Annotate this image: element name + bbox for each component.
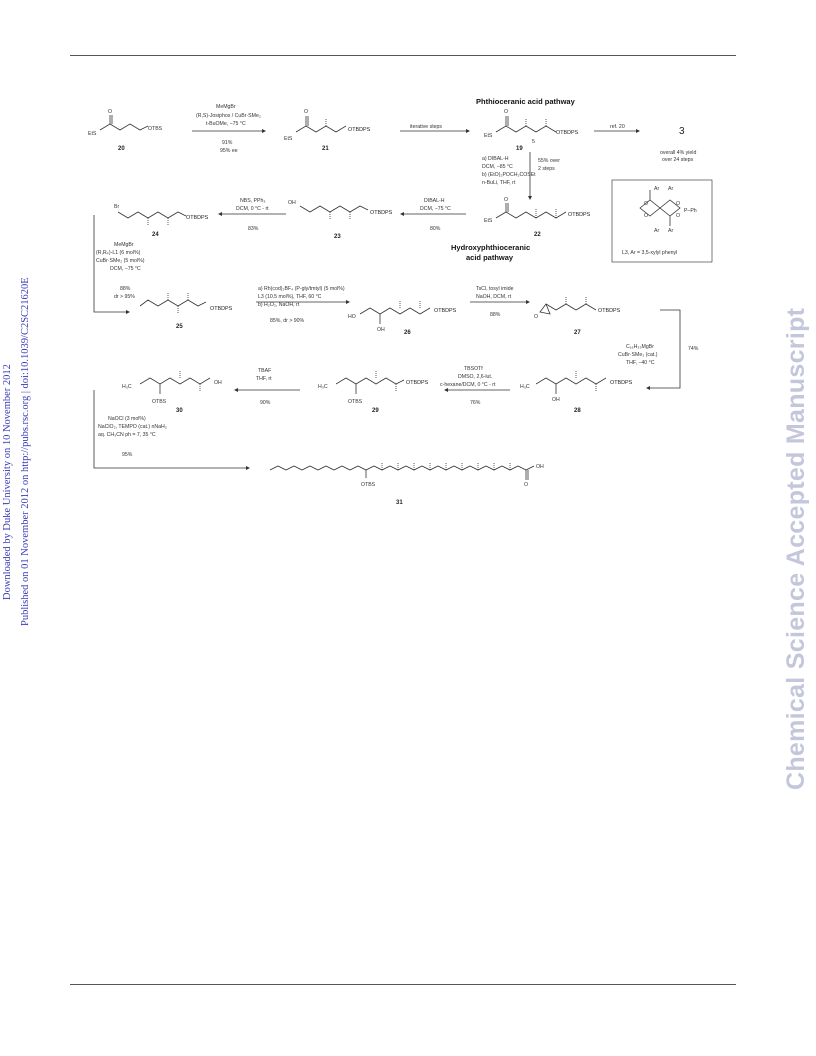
svg-text:C₁₆H₃₃MgBr: C₁₆H₃₃MgBr — [626, 344, 654, 350]
ligand-l3-box — [612, 180, 712, 262]
compound-20-otbs: OTBS — [148, 126, 163, 132]
compound-20-structure — [88, 109, 163, 152]
svg-text:CuBr·SMe₂ (cat.): CuBr·SMe₂ (cat.) — [618, 352, 658, 358]
compound-26-structure — [348, 300, 457, 336]
svg-text:NaClO₂, TEMPO (cat.) nNaH₂: NaClO₂, TEMPO (cat.) nNaH₂ — [98, 424, 167, 430]
compound-30-structure — [122, 370, 222, 414]
compound-20-oxygen: O — [108, 109, 113, 115]
compound-29-label: 29 — [372, 408, 379, 414]
compound-23-label: 23 — [334, 234, 341, 240]
compound-21-label: 21 — [322, 146, 329, 152]
svg-text:76%: 76% — [470, 400, 481, 406]
svg-text:OTBDPS: OTBDPS — [434, 308, 457, 314]
compound-19-structure — [484, 109, 579, 152]
svg-text:88%: 88% — [490, 312, 501, 318]
svg-text:TsCl, tosyl imide: TsCl, tosyl imide — [476, 286, 514, 292]
hydroxy-pathway-heading-1: Hydroxyphthioceranic — [451, 243, 531, 252]
svg-text:OTBS: OTBS — [348, 399, 363, 405]
svg-text:55% over: 55% over — [538, 158, 560, 164]
svg-text:b) H₂O₂, NaOH, rt: b) H₂O₂, NaOH, rt — [258, 302, 300, 308]
svg-text:NaOCl (3 mol%): NaOCl (3 mol%) — [108, 416, 146, 422]
svg-text:DMSO, 2,6-lut.: DMSO, 2,6-lut. — [458, 374, 493, 380]
downloaded-by-text: Downloaded by Duke University on 10 November 2012 — [2, 364, 13, 600]
svg-text:MeMgBr: MeMgBr — [216, 104, 236, 110]
svg-text:OTBDPS: OTBDPS — [598, 308, 621, 314]
svg-text:THF, rt: THF, rt — [256, 376, 272, 382]
svg-text:OH: OH — [536, 464, 544, 470]
svg-text:OH: OH — [288, 200, 296, 206]
compound-21-ets: EtS — [284, 136, 293, 142]
svg-text:EtS: EtS — [484, 133, 493, 139]
svg-text:OTBDPS: OTBDPS — [370, 210, 393, 216]
svg-text:OTBDPS: OTBDPS — [186, 215, 209, 221]
svg-text:DCM, −75 °C: DCM, −75 °C — [420, 206, 451, 212]
svg-text:O: O — [676, 201, 681, 207]
svg-text:O: O — [534, 314, 539, 320]
compound-25-label: 25 — [176, 324, 183, 330]
svg-text:DCM, 0 °C - rt: DCM, 0 °C - rt — [236, 206, 269, 212]
step-13-conditions — [98, 416, 167, 458]
svg-text:dr > 95%: dr > 95% — [114, 294, 135, 300]
svg-text:90%: 90% — [260, 400, 271, 406]
svg-text:DCM, −75 °C: DCM, −75 °C — [110, 266, 141, 272]
svg-text:85%, dr > 90%: 85%, dr > 90% — [270, 318, 305, 324]
svg-text:O: O — [504, 109, 509, 115]
compound-24-structure — [114, 204, 209, 238]
svg-text:Ar: Ar — [668, 228, 674, 234]
svg-text:83%: 83% — [248, 226, 259, 232]
svg-text:over 24 steps: over 24 steps — [662, 157, 694, 163]
compound-27-structure — [534, 296, 621, 336]
svg-text:EtS: EtS — [484, 218, 493, 224]
step-10-conditions — [618, 344, 699, 366]
accepted-manuscript-watermark: Chemical Science Accepted Manuscript — [782, 307, 810, 790]
step-2-conditions: iterative steps — [410, 124, 443, 130]
svg-text:NBS, PPh₃: NBS, PPh₃ — [240, 198, 266, 204]
svg-text:O: O — [524, 482, 529, 488]
svg-text:(R,Rₚ)-L1 (6 mol%): (R,Rₚ)-L1 (6 mol%) — [96, 250, 141, 256]
svg-text:OTBDPS: OTBDPS — [568, 212, 591, 218]
svg-text:(R,S)-Josiphos / CuBr·SMe₂: (R,S)-Josiphos / CuBr·SMe₂ — [196, 113, 261, 119]
svg-text:H₃C: H₃C — [520, 384, 530, 390]
compound-3-label: 3 — [679, 126, 685, 137]
svg-text:95%: 95% — [122, 452, 133, 458]
svg-text:b) (EtO)₂POCH₂COSEt: b) (EtO)₂POCH₂COSEt — [482, 172, 536, 178]
svg-text:TBSOTf: TBSOTf — [464, 366, 483, 372]
svg-text:95% ee: 95% ee — [220, 148, 238, 154]
svg-text:O: O — [676, 213, 681, 219]
step-3-conditions: ref. 20 — [610, 124, 625, 130]
hydroxy-pathway-heading-2: acid pathway — [466, 253, 514, 262]
compound-31-label: 31 — [396, 500, 403, 506]
compound-28-label: 28 — [574, 408, 581, 414]
svg-text:t-BuOMe, −75 °C: t-BuOMe, −75 °C — [206, 121, 246, 127]
svg-text:aq. CH₃CN ph = 7, 35 °C: aq. CH₃CN ph = 7, 35 °C — [98, 432, 156, 438]
phthioceranic-pathway-heading: Phthioceranic acid pathway — [476, 97, 575, 106]
svg-text:5: 5 — [532, 139, 535, 145]
compound-26-label: 26 — [404, 330, 411, 336]
compound-20-label: 20 — [118, 146, 125, 152]
svg-text:Ar: Ar — [654, 228, 660, 234]
compound-21-structure — [284, 109, 371, 152]
published-on-text[interactable]: Published on 01 November 2012 on http://pubs.rsc.org | doi:10.1039/C2SC21620E — [20, 277, 31, 626]
svg-text:overall 4% yield: overall 4% yield — [660, 150, 697, 156]
compound-27-label: 27 — [574, 330, 581, 336]
compound-24-label: 24 — [152, 232, 159, 238]
svg-text:OTBS: OTBS — [152, 399, 167, 405]
step-8-conditions — [258, 286, 345, 324]
compound-19-label: 19 — [516, 146, 523, 152]
svg-text:OH: OH — [552, 397, 560, 403]
compound-21-oxygen: O — [304, 109, 309, 115]
svg-text:L3 (10.5 mol%), THF, 60 °C: L3 (10.5 mol%), THF, 60 °C — [258, 294, 322, 300]
svg-text:NaOH, DCM, rt: NaOH, DCM, rt — [476, 294, 512, 300]
svg-text:88%: 88% — [120, 286, 131, 292]
svg-text:THF, −40 °C: THF, −40 °C — [626, 360, 655, 366]
compound-29-structure — [318, 370, 429, 414]
svg-text:OTBDPS: OTBDPS — [406, 380, 429, 386]
svg-text:OTBDPS: OTBDPS — [610, 380, 633, 386]
svg-text:H₃C: H₃C — [122, 384, 132, 390]
svg-text:Ar: Ar — [654, 186, 660, 192]
step-6-conditions — [236, 198, 269, 232]
svg-text:CuBr·SMe₂ (5 mol%): CuBr·SMe₂ (5 mol%) — [96, 258, 145, 264]
svg-text:OTBS: OTBS — [361, 482, 376, 488]
compound-23-structure — [288, 200, 393, 240]
svg-text:Br: Br — [114, 204, 120, 210]
compound-22-structure — [484, 197, 591, 238]
svg-text:DCM, −85 °C: DCM, −85 °C — [482, 164, 513, 170]
svg-text:HO: HO — [348, 314, 356, 320]
compound-28-structure — [520, 370, 633, 414]
svg-text:TBAF: TBAF — [258, 368, 272, 374]
svg-text:OH: OH — [214, 380, 222, 386]
svg-text:H₃C: H₃C — [318, 384, 328, 390]
svg-text:74%: 74% — [688, 346, 699, 352]
step-4-conditions — [482, 156, 560, 186]
compound-21-otbdps: OTBDPS — [348, 127, 371, 133]
step-1-conditions — [196, 104, 261, 154]
ligand-caption: L3, Ar = 3,5-xylyl phenyl — [622, 250, 678, 256]
step-12-conditions — [256, 368, 272, 406]
svg-text:91%: 91% — [222, 140, 233, 146]
svg-text:OTBDPS: OTBDPS — [556, 130, 579, 136]
arrow-27-to-28 — [650, 310, 680, 388]
svg-text:MeMgBr: MeMgBr — [114, 242, 134, 248]
step-7-conditions — [96, 242, 145, 300]
svg-text:c-hexane/DCM, 0 °C - rt: c-hexane/DCM, 0 °C - rt — [440, 382, 496, 388]
svg-text:O: O — [644, 213, 649, 219]
svg-text:80%: 80% — [430, 226, 441, 232]
compound-22-label: 22 — [534, 232, 541, 238]
svg-text:Ar: Ar — [668, 186, 674, 192]
compound-30-label: 30 — [176, 408, 183, 414]
svg-text:OH: OH — [377, 327, 385, 333]
svg-text:O: O — [504, 197, 509, 203]
step-3-result — [660, 150, 696, 163]
svg-text:O: O — [644, 201, 649, 207]
svg-text:n-BuLi, THF, rt: n-BuLi, THF, rt — [482, 180, 516, 186]
compound-20-ets: EtS — [88, 131, 97, 137]
compound-25-structure — [140, 292, 233, 330]
svg-text:2 steps: 2 steps — [538, 166, 555, 172]
svg-text:a) DIBAL-H: a) DIBAL-H — [482, 156, 509, 162]
svg-text:a) Rh(cod)₂BF₄ (P-gly/tmtyl) (: a) Rh(cod)₂BF₄ (P-gly/tmtyl) (5 mol%) — [258, 286, 345, 292]
svg-text:OTBDPS: OTBDPS — [210, 306, 233, 312]
svg-text:P–Ph: P–Ph — [684, 208, 697, 214]
svg-text:DIBAL-H: DIBAL-H — [424, 198, 445, 204]
step-11-conditions — [440, 366, 496, 406]
step-5-conditions — [420, 198, 451, 232]
compound-31-structure — [270, 462, 544, 506]
